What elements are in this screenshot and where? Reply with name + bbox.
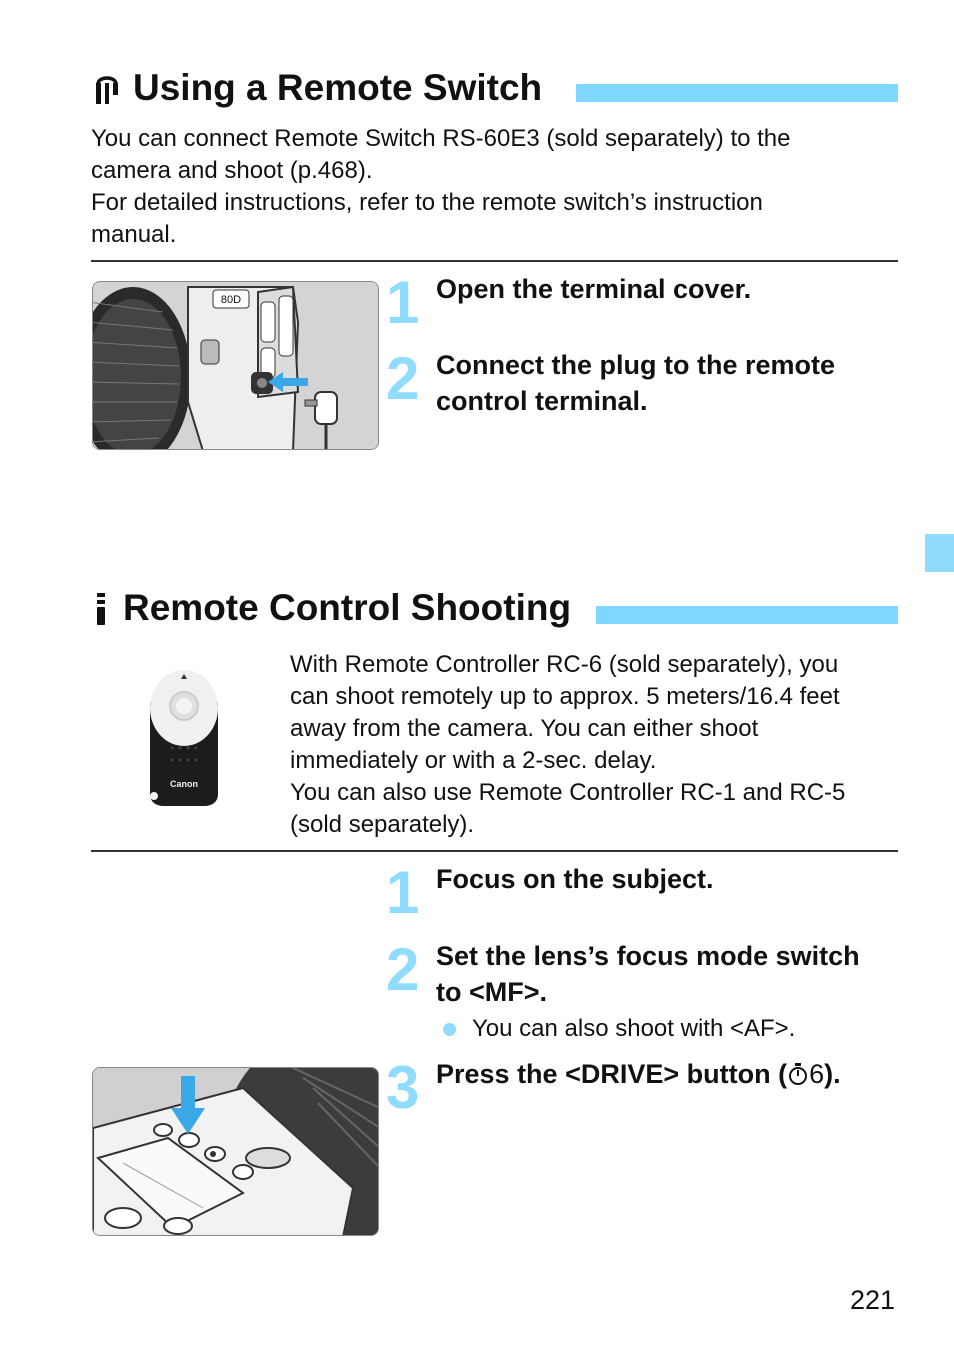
step-number-2: 2 — [386, 936, 420, 1003]
step-number-1: 1 — [386, 859, 420, 926]
remote-switch-icon — [92, 70, 122, 108]
heading-bar — [576, 84, 898, 102]
intro-paragraph: You can connect Remote Switch RS-60E3 (sold separately) to the camera and shoot (p.468). For detailed instructions, refer to the remote switch’s instruction manual. — [91, 125, 791, 248]
divider — [91, 260, 898, 262]
step-number-1: 1 — [386, 269, 420, 336]
step-2-text: Set the lens’s focus mode switch to <MF>. — [436, 941, 860, 1007]
remote-controller-image — [144, 666, 224, 808]
divider — [91, 850, 898, 852]
timer-icon — [787, 1060, 809, 1086]
section-title-remote-switch: Using a Remote Switch — [133, 67, 543, 108]
remote-control-icon — [94, 591, 108, 627]
step-1-text: Focus on the subject. — [436, 864, 714, 894]
step-2-text: Connect the plug to the remote control terminal. — [436, 350, 836, 416]
step-3-text: Press the <DRIVE> button ( 6). — [436, 1059, 841, 1089]
bullet-icon — [443, 1023, 456, 1036]
heading-bar — [596, 606, 898, 624]
chapter-tab — [925, 534, 954, 572]
page-number: 221 — [850, 1285, 896, 1315]
step-number-3: 3 — [386, 1054, 420, 1121]
drive-button-photo — [92, 1067, 379, 1236]
step-1-text: Open the terminal cover. — [436, 274, 752, 304]
step-2-note: You can also shoot with <AF>. — [472, 1015, 796, 1042]
camera-terminal-photo — [92, 281, 379, 450]
section-title-remote-control: Remote Control Shooting — [123, 587, 572, 628]
step-number-2: 2 — [386, 345, 420, 412]
svg-text:80D: 80D — [220, 294, 242, 306]
svg-text:Canon: Canon — [170, 779, 198, 789]
remote-control-paragraph: With Remote Controller RC-6 (sold separately), you can shoot remotely up to approx. 5 meters/16.4 feet away from the camera. You can either shoot immediately or with a 2-sec. delay. You can also use Remote Controller RC-1 and RC-5 (sold separately). — [290, 651, 846, 838]
